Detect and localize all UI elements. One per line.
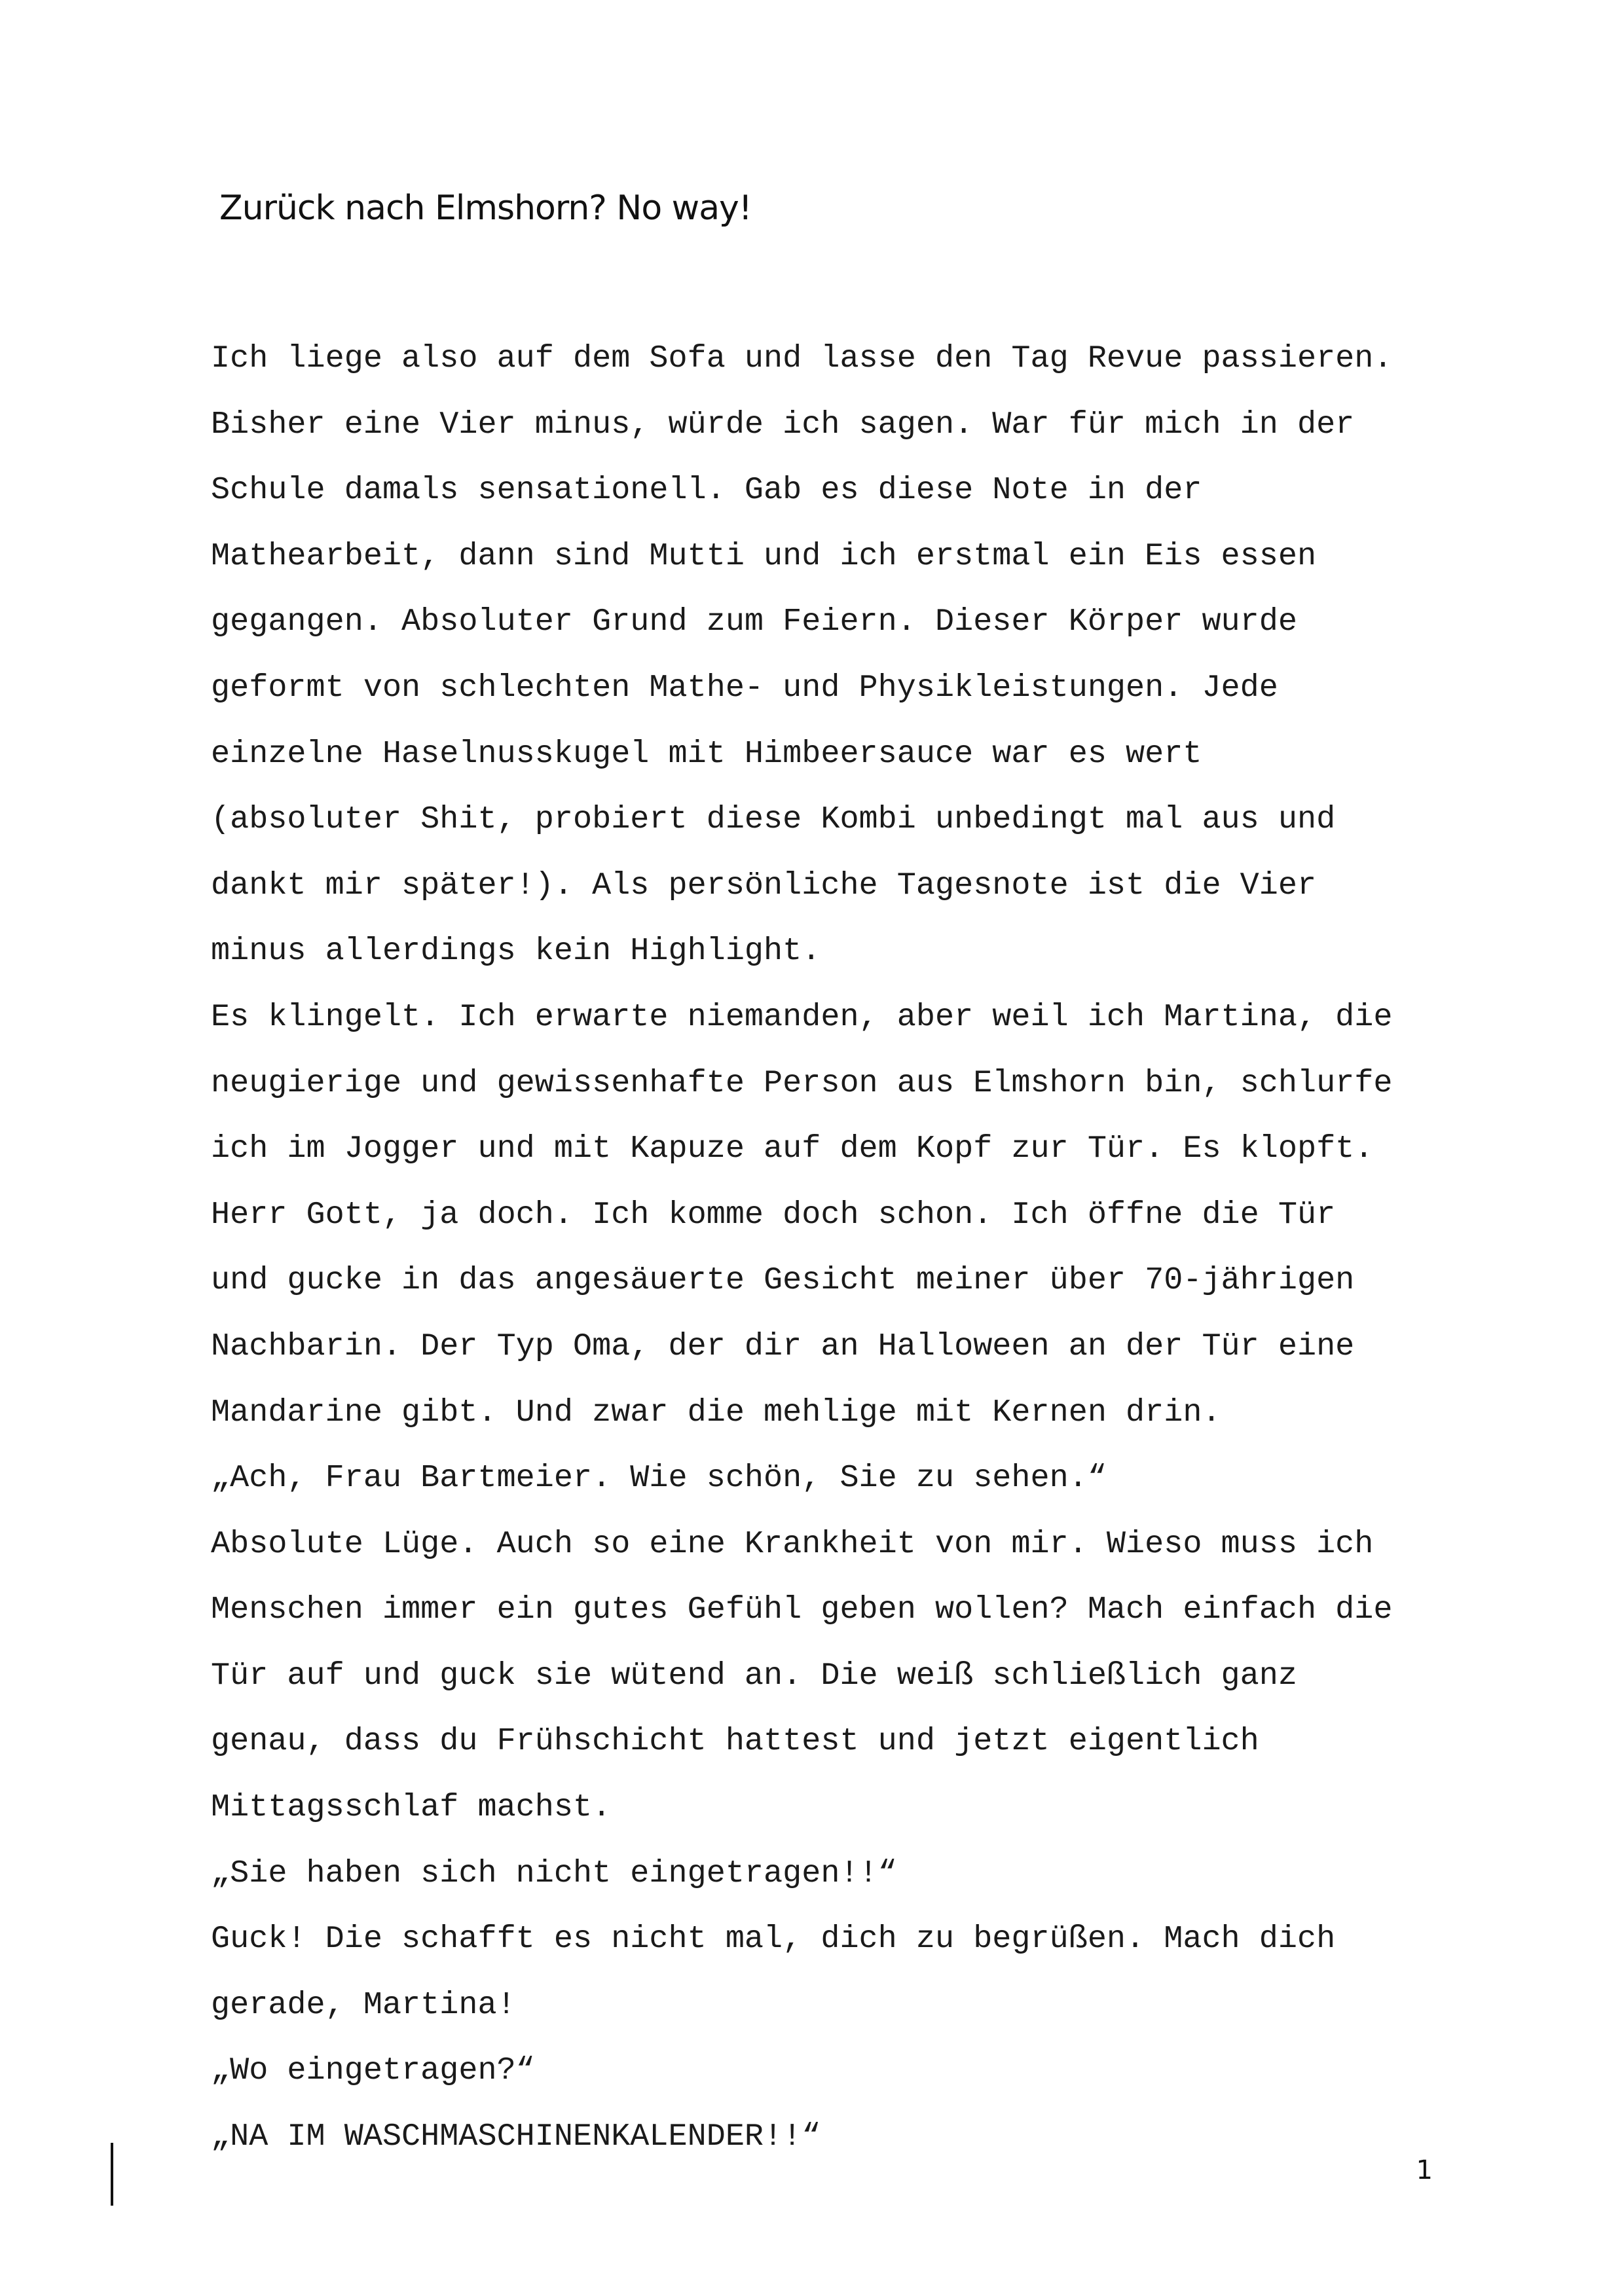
text-line: Ich liege also auf dem Sofa und lasse den Tag Revue passieren. — [211, 340, 1393, 376]
text-line: Bisher eine Vier minus, würde ich sagen. War für mich in der — [211, 406, 1355, 443]
text-line: Nachbarin. Der Typ Oma, der dir an Halloween an der Tür eine — [211, 1328, 1355, 1364]
text-line: minus allerdings kein Highlight. — [211, 933, 821, 970]
text-line: „Sie haben sich nicht eingetragen!!“ — [211, 1855, 897, 1891]
text-line: „NA IM WASCHMASCHINENKALENDER!!“ — [211, 2119, 821, 2155]
text-line: geformt von schlechten Mathe- und Physikleistungen. Jede — [211, 669, 1278, 706]
text-line: und gucke in das angesäuerte Gesicht meiner über 70-jährigen — [211, 1262, 1355, 1299]
text-line: gegangen. Absoluter Grund zum Feiern. Dieser Körper wurde — [211, 604, 1297, 640]
text-line: gerade, Martina! — [211, 1986, 516, 2023]
text-line: dankt mir später!). Als persönliche Tagesnote ist die Vier — [211, 867, 1317, 903]
text-line: neugierige und gewissenhafte Person aus Elmshorn bin, schlurfe — [211, 1065, 1393, 1101]
text-line: Mandarine gibt. Und zwar die mehlige mit Kernen drin. — [211, 1394, 1221, 1430]
text-line: (absoluter Shit, probiert diese Kombi unbedingt mal aus und — [211, 801, 1336, 838]
text-line: Herr Gott, ja doch. Ich komme doch schon. Ich öffne die Tür — [211, 1196, 1336, 1233]
text-line: Mathearbeit, dann sind Mutti und ich erstmal ein Eis essen — [211, 538, 1317, 574]
text-line: Guck! Die schafft es nicht mal, dich zu begrüßen. Mach dich — [211, 1921, 1336, 1958]
text-line: Menschen immer ein gutes Gefühl geben wollen? Mach einfach die — [211, 1592, 1393, 1628]
text-line: Schule damals sensationell. Gab es diese Note in der — [211, 472, 1202, 509]
text-line: Mittagsschlaf machst. — [211, 1789, 612, 1826]
text-line: Tür auf und guck sie wütend an. Die weiß schließlich ganz — [211, 1657, 1297, 1694]
text-line: ich im Jogger und mit Kapuze auf dem Kopf zur Tür. Es klopft. — [211, 1131, 1374, 1167]
body-text — [211, 326, 1534, 2170]
text-line: „Ach, Frau Bartmeier. Wie schön, Sie zu sehen.“ — [211, 1460, 1107, 1497]
document-title: Zurück nach Elmshorn? No way! — [219, 189, 752, 228]
change-bar — [111, 2143, 113, 2206]
text-line: genau, dass du Frühschicht hattest und jetzt eigentlich — [211, 1723, 1259, 1760]
text-line: Es klingelt. Ich erwarte niemanden, aber weil ich Martina, die — [211, 998, 1393, 1035]
text-line: „Wo eingetragen?“ — [211, 2052, 535, 2089]
page-number: 1 — [1416, 2155, 1433, 2185]
text-line: Absolute Lüge. Auch so eine Krankheit von mir. Wieso muss ich — [211, 1525, 1374, 1562]
text-line: einzelne Haselnusskugel mit Himbeersauce war es wert — [211, 735, 1202, 772]
